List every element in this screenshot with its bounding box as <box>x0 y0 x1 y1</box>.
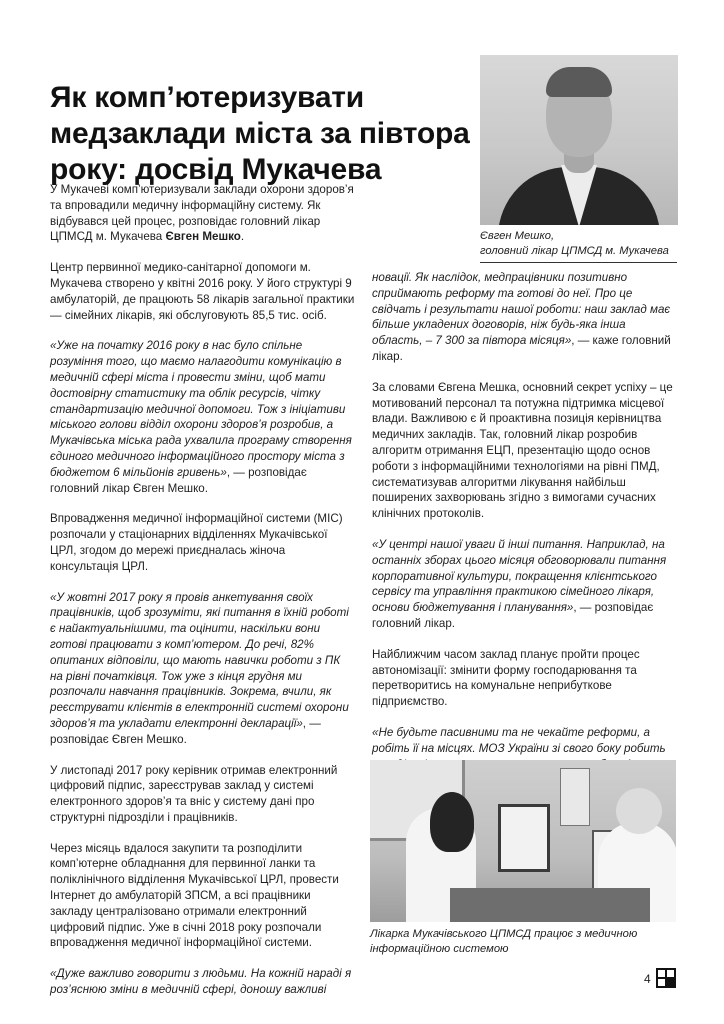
quote-attribution: , — каже головний лікар. <box>372 334 671 363</box>
photo-calendar <box>560 768 590 826</box>
lead-text: У Мукачеві комп’ютеризували заклади охорони здоров’я та впровадили медичну інформаційну систему. Як відбувався цей процес, розповідає головний лікар ЦПМСД м. Мукачева <box>50 183 354 244</box>
photo-doctor-right-hair <box>616 788 662 834</box>
body-paragraph: Впровадження медичної інформаційної системи (МІС) розпочали у стаціонарних відділеннях Мукачівської ЦРЛ, згодом до мережі приєдналась жіноча консультація ЦРЛ. <box>50 512 343 573</box>
quote-attribution: , — розповідає головний лікар Євген Мешко. <box>50 465 307 495</box>
quote-text: «У центрі нашої уваги й інші питання. Наприклад, на останніх зборах цього місяця обговорювали питання корпоративної культури, покращення клієнтського сервісу та управління практикою сімейного лікаря, основи бюджетування і планування» <box>372 537 667 615</box>
body-paragraph: Через місяць вдалося закупити та розподілити комп’ютерне обладнання для первинної ланки та поліклінічного відділення Мукачівської ЦРЛ, провести Інтернет до амбулаторій ЗПСМ, а всі працівники закладу централізовано отримали електронний цифровий підпис. Уже в січні 2018 року розпочали впровадження медичної інформаційної системи. <box>50 841 339 950</box>
portrait-hair <box>546 67 612 97</box>
lead-name: Євген Мешко <box>165 230 241 244</box>
quote-paragraph <box>372 270 678 365</box>
body-paragraph: Центр первинної медико-санітарної допомоги м. Мукачева створено у квітні 2016 року. У його структурі 9 амбулаторій, де працюють 58 лікарів загальної практики — сімейних лікарів, які обслуговують 85,5 тис. осіб. <box>50 261 355 322</box>
title-line: року: досвід Мукачева <box>50 153 382 186</box>
quote-text: «Не будьте пасивними та не чекайте реформи, а робіть її на місцях. МОЗ України зі свого боку робить <box>372 725 666 755</box>
quote-text: «Уже на початку 2016 року в нас було спільне розуміння того, що маємо налагодити комунікацію в медичній сфері міста і провести зміни, щоб мати достовірну статистику та облік ресурсів, чітку стандартизацію медичної допомоги. Тож з ініціативи міського голови відділ охорони здоров’я розробив, а Мукачівська міська рада ухвалила програму створення єдиного медичного інформаційного простору міста з бюджетом 6 мільйонів гривень» <box>50 339 352 479</box>
title-line: Як комп’ютеризувати <box>50 81 365 114</box>
quote-paragraph <box>372 537 678 632</box>
photo-caption-line: Лікарка Мукачівського ЦПМСД працює з медичною <box>370 928 638 940</box>
body-paragraph: У листопаді 2017 року керівник отримав електронний цифровий підпис, зареєстрував заклад у системі електронного здоров’я та вніс у систему дані про структурні підрозділи і працівників. <box>50 763 338 824</box>
article-title <box>50 80 470 188</box>
photo-doctor-left-hair <box>430 792 474 852</box>
quote-paragraph <box>50 338 355 496</box>
lead-paragraph <box>50 182 355 245</box>
portrait-photo <box>480 55 678 225</box>
quote-text: новації. Як наслідок, медпрацівники позитивно сприймають реформу та готові до неї. Про це свідчать і результати нашої роботи: наш заклад має більше укладених договорів, ніж будь-яка інша область, – 7 300 за півтора місяця» <box>372 271 671 348</box>
portrait-caption <box>480 229 680 259</box>
portrait-caption-line: головний лікар ЦПМСД м. Мукачева <box>480 245 669 257</box>
quote-paragraph <box>50 590 355 748</box>
caption-divider <box>480 262 677 263</box>
body-paragraph: Найближчим часом заклад планує пройти процес автономізації: змінити форму господарювання та перетворитись на комунальне неприбуткове підприємство. <box>372 647 640 709</box>
right-column <box>372 270 678 819</box>
left-column <box>50 182 355 1013</box>
office-photo <box>370 760 676 922</box>
quote-attribution: , — розповідає Євген Мешко. <box>50 716 321 746</box>
photo-monitor <box>498 804 550 872</box>
magazine-logo-icon <box>656 968 676 988</box>
photo-caption <box>370 927 676 957</box>
title-line: медзаклади міста за півтора <box>50 117 470 150</box>
lead-end: . <box>240 230 245 244</box>
portrait-caption-line: Євген Мешко, <box>480 230 555 242</box>
quote-text: «У жовтні 2017 року я провів анкетування своїх працівників, щоб зрозуміти, які питання в їхній роботі є найактуальнішими, та оцінити, наскільки вони готові працювати з комп’ютером. До речі, 82% опитаних відповіли, що мають навички роботи з ПК на рівні початківця. Тож уже з кінця грудня ми розпочали навчання працівників. Зокрема, вчили, як реєструвати клієнтів в електронній системі охорони здоров’я та укладати електронні декларації» <box>50 590 349 730</box>
photo-caption-line: інформаційною системою <box>370 943 509 955</box>
body-paragraph: За словами Євгена Мешка, основний секрет успіху – це мотивований персонал та потужна підтримка місцевої влади. Важливою є й проактивна позиція керівництва медичних закладів. Так, головний лікар розробив алгоритм отримання ЕЦП, презентацію щодо основ роботи з інформаційними технологіями на рівні ПМД, систематизував алгоритми лікування найбільш поширених захворювань згідно з вимогами сучасних клінічних протоколів. <box>372 380 673 521</box>
quote-paragraph: «Дуже важливо говорити з людьми. На кожній нараді я роз’яснюю зміни в медичній сфері, доношу важливі <box>50 967 352 997</box>
photo-desk <box>450 888 650 922</box>
quote-attribution: , — розповідає головний лікар. <box>372 601 654 630</box>
page-number: 4 <box>644 972 651 986</box>
